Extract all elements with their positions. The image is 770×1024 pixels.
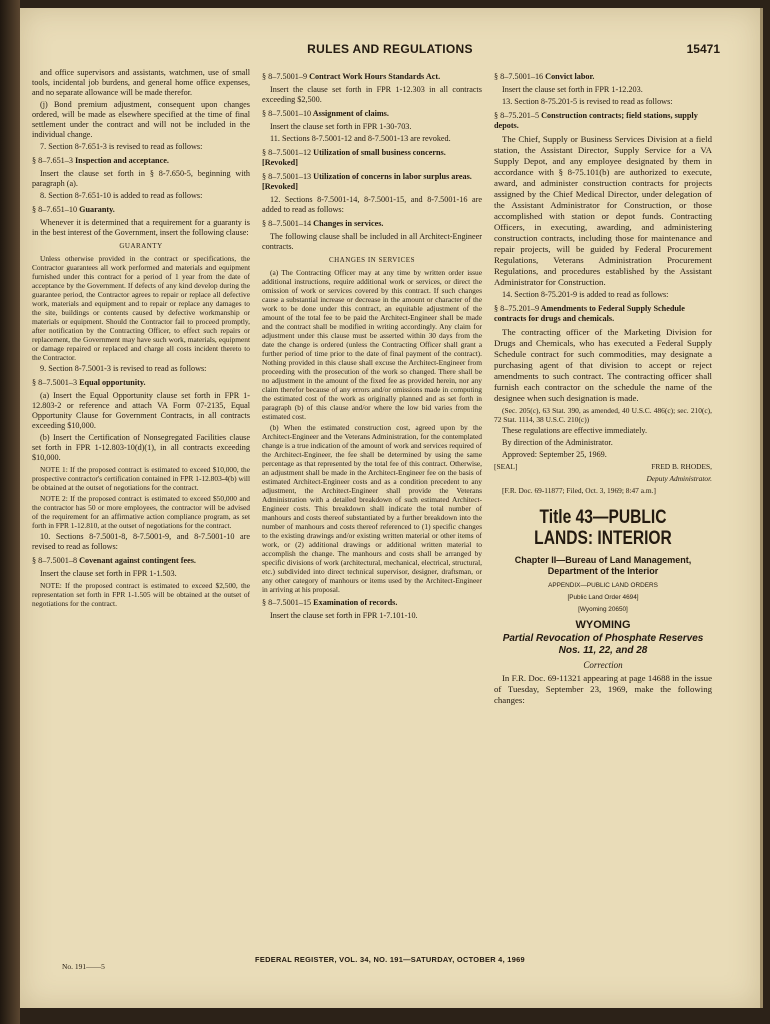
section-symbol: § 8–7.5001–15 [262, 598, 312, 607]
section-title: Covenant against contingent fees. [79, 556, 196, 565]
section-heading [262, 72, 482, 82]
clause-text: (b) When the estimated construction cost, agreed upon by the Architect-Engineer and the Veterans Administration, for the contemplated change is a true indication of the amount of work and services required of the Architect-Engineer, the fee shall be determined by using the same percentage as that represented by the total fee of this contract. Otherwise, an adjustment shall be made in the Architect-Engineer fee on the basis of estimated Architect-Engineer costs and as a condition precedent to any adjustment, the Architect-Engineer shall provide the Veterans Administration with a detailed breakdown of such estimated Architect-Engineer costs. This breakdown shall indicate the total number of manhours and costs thereof substantiated by a further breakdown into the number of manhours and costs thereof referenced to (1) specific changes to the existing drawings and/or existing written material or other items of work, or (2) additional drawings or additional written material to accomplish the change. The manhours and costs shall be arranged by specific divisions of work (architectural, mechanical, electrical, structural, etc.) subdivided into direct technical supervisor, designer, draftsman, or any other category of manhours or items used by the Architect-Engineer in arriving at his proposal. [262, 423, 482, 594]
signature-mark: No. 191——5 [62, 962, 105, 971]
clause-heading: CHANGES IN SERVICES [329, 256, 415, 264]
chapter-heading: Chapter II—Bureau of Land Management, Department of the Interior [514, 555, 692, 576]
paragraph: (j) Bond premium adjustment, consequent upon changes ordered, will be made as elsewhere specified at the time of final settlement under the contract and will not be included in the individual change. [32, 100, 250, 139]
paragraph: Insert the clause set forth in FPR 1-1.503. [40, 569, 177, 578]
paragraph: 11. Sections 8-7.5001-12 and 8-7.5001-13 are revoked. [270, 134, 451, 143]
running-title: RULES AND REGULATIONS [307, 42, 473, 56]
column-middle [262, 68, 482, 623]
section-symbol: § 8–7.5001–13 [262, 172, 312, 181]
revocation-title: Partial Revocation of Phosphate Reserves Nos. 11, 22, and 28 [502, 633, 704, 656]
paragraph: These regulations are effective immediately. [502, 426, 648, 435]
paragraph: 8. Section 8-7.651-10 is added to read as follows: [40, 191, 203, 200]
section-heading [32, 156, 250, 166]
section-symbol: § 8–7.5001–3 [32, 378, 78, 387]
section-title: Examination of records. [313, 598, 398, 607]
section-heading [262, 219, 482, 229]
paragraph: The contracting officer of the Marketing Division for Drugs and Chemicals, who has executed a Federal Supply Schedule contract for such commodities, may designate a purchasing agent of that division to accept or reject amendments to such contract. The contracting officer shall furnish each contractor on the schedule the name of the designee when such designation is made. [494, 327, 712, 403]
section-heading [262, 598, 482, 608]
note: NOTE: If the proposed contract is estimated to exceed $2,500, the representation set forth in FPR 1-1.505 will be obtained at the outset of negotiations for the contract. [32, 581, 250, 608]
paragraph: (b) Insert the Certification of Nonsegregated Facilities clause set forth in FPR 1-12.803-10(d)(1), in all contracts exceeding $10,000. [32, 433, 250, 462]
paragraph: Insert the clause set forth in FPR 1-30-703. [270, 122, 412, 131]
section-heading [262, 109, 482, 119]
section-title: Guaranty. [79, 205, 115, 214]
title-43-heading: Title 43—PUBLIC LANDS: INTERIOR [534, 507, 672, 549]
page-footer: FEDERAL REGISTER, VOL. 34, NO. 191—SATURDAY, OCTOBER 4, 1969 [255, 955, 525, 964]
section-symbol: § 8–75.201–5 [494, 111, 540, 120]
section-heading [494, 111, 712, 131]
section-symbol: § 8–7.651–10 [32, 205, 78, 214]
section-symbol: § 8–7.5001–12 [262, 148, 312, 157]
section-title: Construction contracts; field stations, supply depots. [494, 111, 698, 130]
paragraph: Whenever it is determined that a requirement for a guaranty is in the best interest of the Government, insert the following clause: [32, 218, 250, 237]
paragraph: By direction of the Administrator. [502, 438, 613, 447]
paragraph: 9. Section 8-7.5001-3 is revised to read as follows: [40, 364, 207, 373]
section-symbol: § 8–7.651–3 [32, 156, 73, 165]
signer-title: Deputy Administrator. [646, 474, 712, 483]
section-title: Assignment of claims. [312, 109, 389, 118]
paragraph: Approved: September 25, 1969. [502, 450, 607, 459]
note: NOTE 2: If the proposed contract is estimated to exceed $50,000 and the contractor has 50 or more employees, the contractor will be advised of the requirement for an affirmative action compliance program, as set forth in FPR 1-12.810, at the outset of negotiations for the contract. [32, 494, 250, 530]
wyoming-reference: [Wyoming 20650] [578, 606, 628, 613]
section-heading [262, 148, 482, 168]
signature-block [494, 462, 712, 472]
section-heading [32, 378, 250, 388]
section-symbol: § 8–7.5001–8 [32, 556, 78, 565]
section-heading [494, 72, 712, 82]
appendix-label: APPENDIX—PUBLIC LAND ORDERS [548, 582, 658, 589]
paragraph: 14. Section 8-75.201-9 is added to read as follows: [502, 290, 669, 299]
paragraph: (a) Insert the Equal Opportunity clause set forth in FPR 1-12.803-2 or reference and attach VA Form 07-2135, Equal Opportunity Clause for Government Contracts, in all contracts exceeding $10,000. [32, 391, 250, 430]
section-title: Utilization of small business concerns. [Revoked] [262, 148, 446, 167]
note: NOTE 1: If the proposed contract is estimated to exceed $10,000, the prospective contractor's certification contained in FPR 1-12.803-4(b) will be obtained at the outset of negotiations for the contract. [32, 465, 250, 492]
paragraph: The Chief, Supply or Business Services Division at a field station, the Assistant Director, Supply Service for a VA Supply Depot, and any employee designated by them in accordance with § 8-75.101(b) are authorized to execute, award, and administer construction contracts for projects assigned by the Chief Medical Director, under delegation of the Assistant Administrator for Construction, or those accomplished with station or depot funds. Contracting Officers, in executing, awarding, and administering construction contracts, including those for maintenance and repair projects, will be guided by Federal Procurement Regulations, Veterans Administration Procurement Regulations, and procedures established by the Assistant Administrator for Construction. [494, 134, 712, 287]
citation: (Sec. 205(c), 63 Stat. 390, as amended, 40 U.S.C. 486(c); sec. 210(c), 72 Stat. 1114, 38 U.S.C. 210(c)) [494, 406, 712, 424]
clause-heading: GUARANTY [119, 242, 163, 250]
section-heading [32, 205, 250, 215]
section-heading [32, 556, 250, 566]
section-heading [262, 172, 482, 192]
clause-text: Unless otherwise provided in the contract or specifications, the Contractor guarantees all work performed and materials and equipment furnished under this contract for a period of 1 year from the date of acceptance by the Government. If defects of any kind develop during the guarantee period, the Contractor agrees to repair or replace all defective work, materials and equipment and to repair or replace any damages to the site, buildings or contents caused by defective workmanship or materials or equipment. Should the Contractor fail to proceed promptly, after notification by the Contracting Officer, to effect such repairs or replacement, the Government may have such work, materials, equipment or damage repaired or replaced and charge all costs incident thereto to the Contractor. [32, 254, 250, 362]
paragraph: Insert the clause set forth in FPR 1-7.101-10. [270, 611, 418, 620]
seal-label: [SEAL] [494, 462, 518, 471]
document-page [20, 8, 763, 1008]
paragraph: Insert the clause set forth in FPR 1-12.203. [502, 85, 643, 94]
page-number: 15471 [686, 42, 720, 56]
paragraph: 13. Section 8-75.201-5 is revised to read as follows: [502, 97, 673, 106]
section-symbol: § 8–7.5001–16 [494, 72, 544, 81]
section-symbol: § 8–7.5001–14 [262, 219, 312, 228]
paragraph: Insert the clause set forth in § 8-7.650-5, beginning with paragraph (a). [32, 169, 250, 188]
signer-name: FRED B. RHODES, [651, 462, 712, 471]
paragraph: The following clause shall be included in all Architect-Engineer contracts. [262, 232, 482, 251]
section-title: Contract Work Hours Standards Act. [309, 72, 441, 81]
column-right [494, 68, 712, 708]
section-title: Utilization of concerns in labor surplus areas. [Revoked] [262, 172, 472, 191]
section-title: Equal opportunity. [79, 378, 146, 387]
clause-text: (a) The Contracting Officer may at any time by written order issue additional instructions, require additional work or services, or direct the omission of work or services covered by this contract. If such changes cause a substantial increase or decrease in the amount or character of the work to be done under this contract, an equitable adjustment of the amount of the total fee to be paid the Architect-Engineer shall be made and the contract shall be modified in writing accordingly. Any claim for adjustment under this clause must be asserted within 30 days from the date the change is ordered (unless the Contracting Officer shall grant a further period of time prior to the date of final payment of the contract). Nothing provided in this clause shall excuse the Architect-Engineer from proceeding with the prosecution of the work so changed. There shall be no adjustment in the amount of the fixed fee as provided herein, nor any claim therefor because of any errors and/or omissions made in computing the estimated cost of the work as originally planned and as set forth in paragraph (b) of this clause and/or where the low bid varies from the estimated cost. [262, 268, 482, 421]
state-heading: WYOMING [575, 619, 631, 631]
paragraph: 12. Sections 8-7.5001-14, 8-7.5001-15, and 8-7.5001-16 are added to read as follows: [262, 195, 482, 214]
section-title: Changes in services. [313, 219, 384, 228]
page-binding-edge [0, 0, 20, 1024]
section-symbol: § 8–75.201–9 [494, 304, 540, 313]
section-title: Convict labor. [545, 72, 595, 81]
correction-label: Correction [583, 660, 623, 670]
paragraph: 10. Sections 8-7.5001-8, 8-7.5001-9, and 8-7.5001-10 are revised to read as follows: [32, 532, 250, 551]
public-land-order: [Public Land Order 4694] [567, 594, 639, 601]
section-title: Inspection and acceptance. [74, 156, 169, 165]
paragraph: 7. Section 8-7.651-3 is revised to read as follows: [40, 142, 203, 151]
column-left [32, 68, 250, 610]
section-title: Amendments to Federal Supply Schedule contracts for drugs and chemicals. [494, 304, 685, 323]
section-heading [494, 304, 712, 324]
paragraph: Insert the clause set forth in FPR 1-12.303 in all contracts exceeding $2,500. [262, 85, 482, 104]
section-symbol: § 8–7.5001–10 [262, 109, 312, 118]
paragraph: and office supervisors and assistants, watchmen, use of small tools, incidental job burdens, and general home office expenses, and no separate allowance will be made therefor. [32, 68, 250, 97]
page-header [20, 42, 760, 60]
paragraph: In F.R. Doc. 69-11321 appearing at page 14688 in the issue of Tuesday, September 23, 1969, make the following changes: [494, 673, 712, 705]
fr-doc-reference: [F.R. Doc. 69-11877; Filed, Oct. 3, 1969; 8:47 a.m.] [502, 486, 656, 495]
section-symbol: § 8–7.5001–9 [262, 72, 308, 81]
